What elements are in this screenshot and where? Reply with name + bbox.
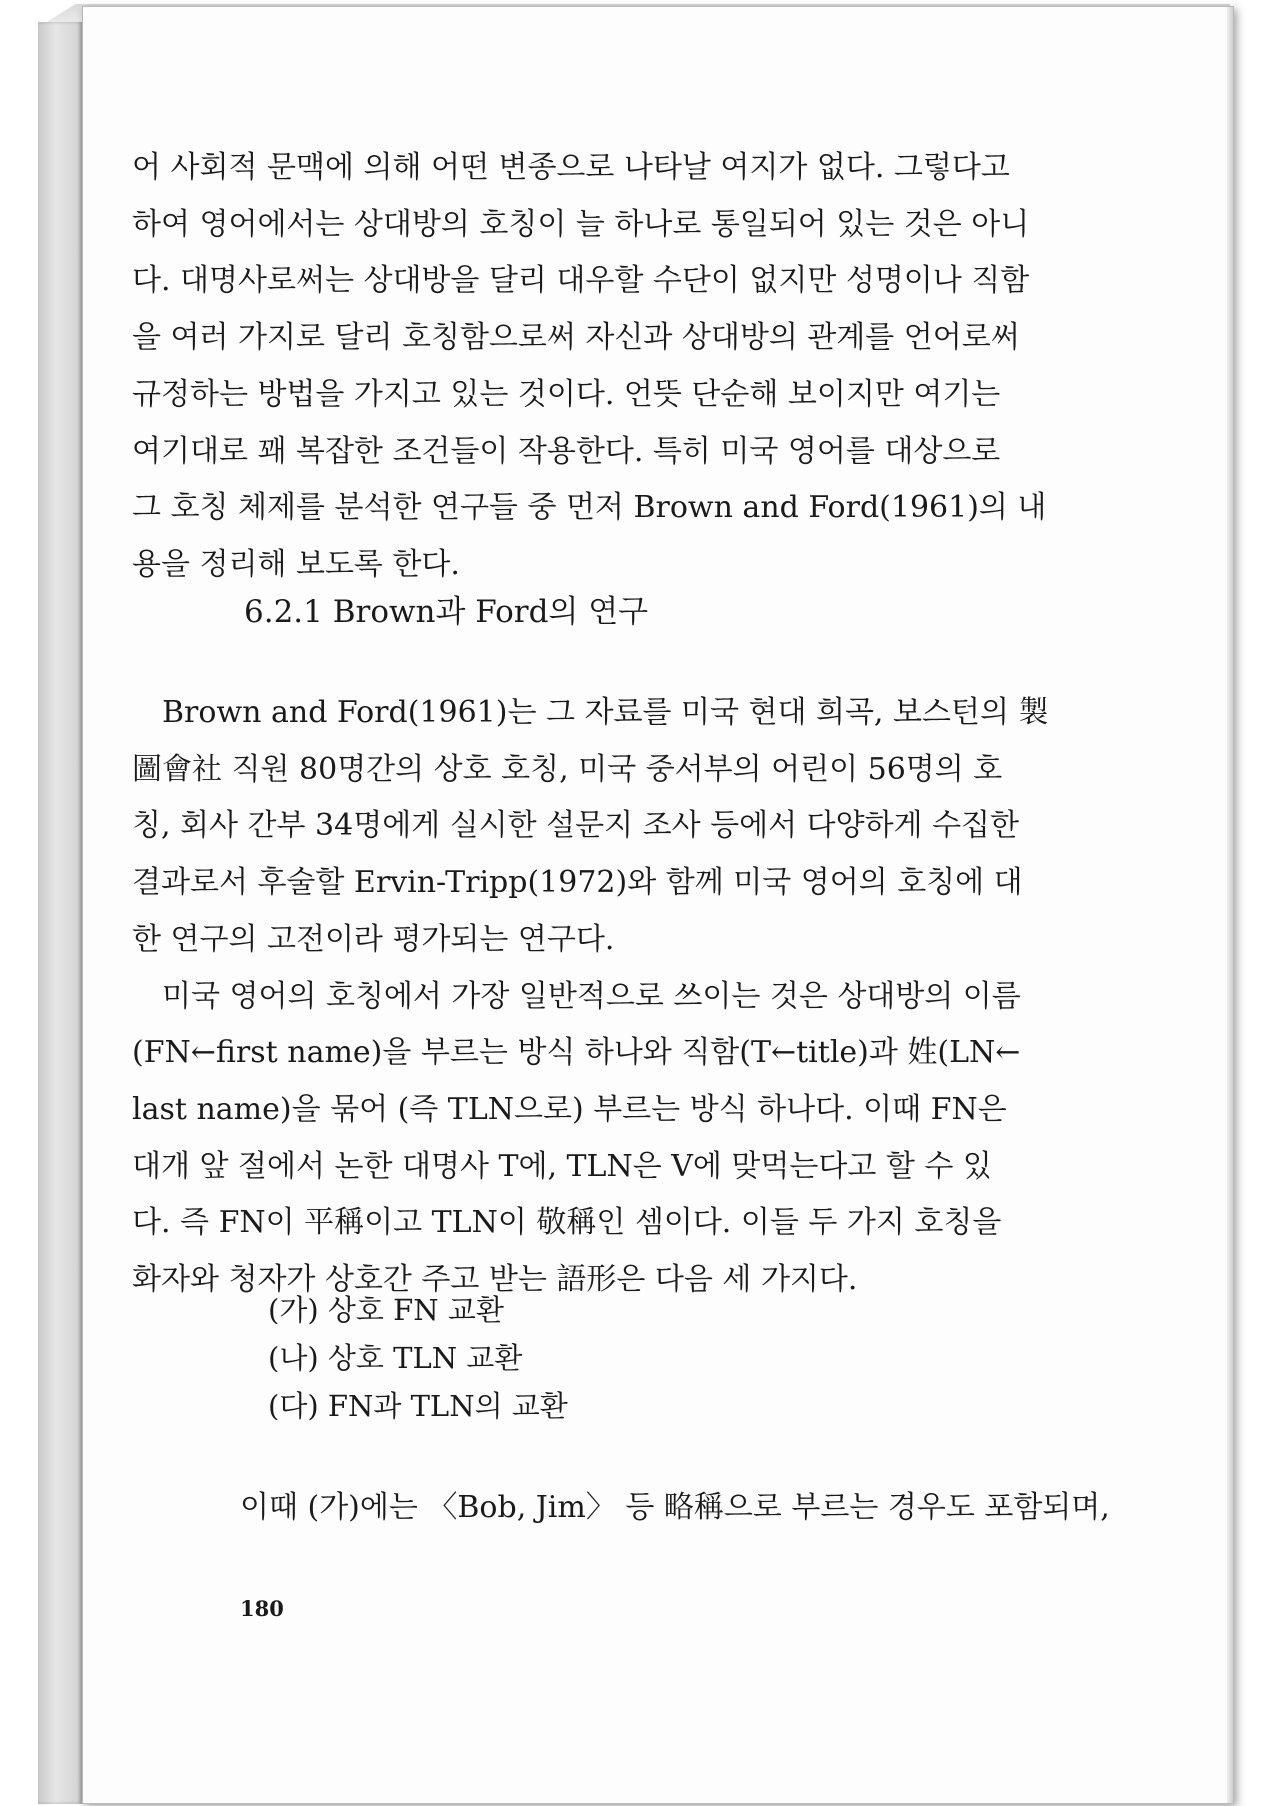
section-heading: 6.2.1 Brown과 Ford의 연구 bbox=[244, 594, 649, 630]
closing-content bbox=[240, 1480, 1120, 1537]
section-content bbox=[132, 685, 1122, 1309]
paragraph-1: 어 사회적 문맥에 의해 어떤 변종으로 나타날 여지가 없다. 그렇다고 하여 영어에서는 상대방의 호칭이 늘 하나로 통일되어 있는 것은 아니 다. 대명사로써는 상대방을 달리 대우할 수단이 없지만 성명이나 직함 을 여러 가지로 달리 호칭함으로써 자신과 상대방의 관계를 언어로써 규정하는 방법을 가지고 있는 것이다. 언뜻 단순해 보이지만 여기는 여기대로 꽤 복잡한 조건들이 작용한다. 특히 미국 영어를 대상으로 그 호칭 체제를 분석한 연구들 중 먼저 Brown and Ford(1961)의 내 용을 정리해 보도록 한다. bbox=[132, 150, 1047, 582]
list-item: (다) FN과 TLN의 교환 bbox=[268, 1389, 568, 1423]
paragraph-3: 미국 영어의 호칭에서 가장 일반적으로 쓰이는 것은 상대방의 이름 (FN←first name)을 부르는 방식 하나와 직함(T←title)과 姓(LN← last name)을 묶어 (즉 TLN으로) 부르는 방식 하나다. 이때 FN은 대개 앞 절에서 논한 대명사 T에, TLN은 V에 맞먹는다고 할 수 있 다. 즉 FN이 平稱이고 TLN이 敬稱인 셈이다. 이들 두 가지 호칭을 화자와 청자가 상호간 주고 받는 語形은 다음 세 가지다. bbox=[132, 978, 1021, 1298]
list-item: (나) 상호 TLN 교환 bbox=[268, 1341, 523, 1375]
list-item: (가) 상호 FN 교환 bbox=[268, 1293, 504, 1327]
page-content bbox=[132, 140, 1122, 594]
page-edge bbox=[1227, 7, 1233, 1803]
book-spine bbox=[38, 22, 82, 1804]
page-number: 180 bbox=[240, 1596, 284, 1621]
example-list bbox=[268, 1286, 568, 1430]
paragraph-2: Brown and Ford(1961)는 그 자료를 미국 현대 희곡, 보스턴의 製 圖會社 직원 80명간의 상호 호칭, 미국 중서부의 어린이 56명의 호 칭, 회사 간부 34명에게 실시한 설문지 조사 등에서 다양하게 수집한 결과로서 후술할 Ervin-Tripp(1972)와 함께 미국 영어의 호칭에 대 한 연구의 고전이라 평가되는 연구다. bbox=[132, 695, 1049, 957]
paragraph-4: 이때 (가)에는 〈Bob, Jim〉 등 略稱으로 부르는 경우도 포함되며, bbox=[240, 1490, 1110, 1525]
